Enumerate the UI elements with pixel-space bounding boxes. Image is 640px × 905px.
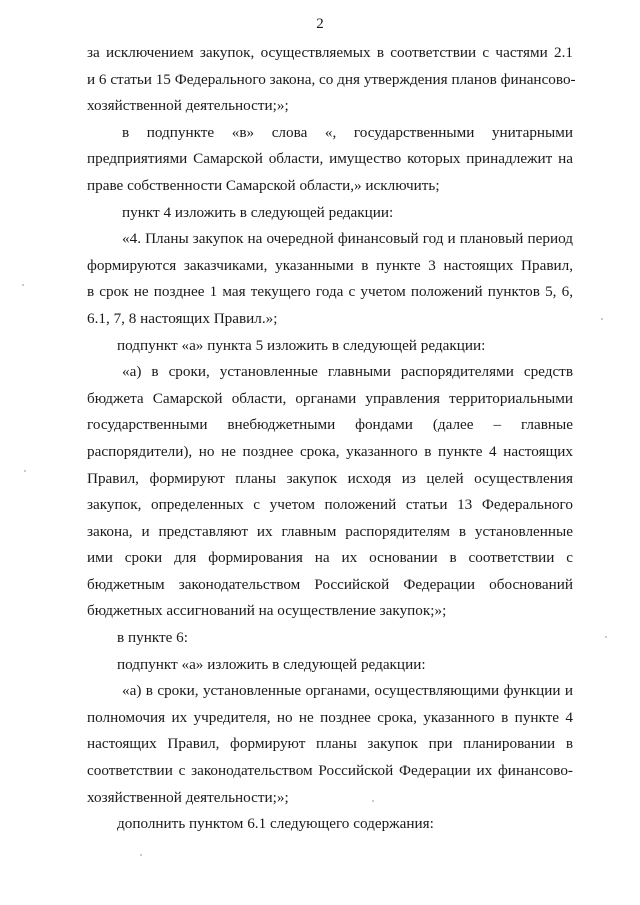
text-line: предприятиями Самарской области, имущество которых принадлежит на xyxy=(87,150,573,168)
text-line: подпункт «а» изложить в следующей редакции: xyxy=(117,655,426,673)
text-line: за исключением закупок, осуществляемых в соответствии с частями 2.1 xyxy=(87,44,573,61)
text-line: подпункт «а» пункта 5 изложить в следующей редакции: xyxy=(117,336,486,354)
text-line: хозяйственной деятельности;»; xyxy=(87,97,289,115)
text-line: хозяйственной деятельности;»; xyxy=(87,788,289,806)
scan-speck xyxy=(372,800,374,802)
text-line: полномочия их учредителя, но не позднее срока, указанного в пункте 4 xyxy=(87,708,573,726)
text-line: бюджетным законодательством Российской Федерации обоснований xyxy=(87,575,573,593)
text-line: закона, и представляют их главным распорядителям в установленные xyxy=(87,522,573,540)
text-line: бюджетных ассигнований на осуществление закупок;»; xyxy=(87,602,447,620)
text-line: распорядители), но не позднее срока, указанного в пункте 4 настоящих xyxy=(87,442,573,460)
scan-speck xyxy=(601,318,603,320)
text-line: «а) в сроки, установленные органами, осуществляющими функции и xyxy=(122,682,573,700)
text-line: в срок не позднее 1 мая текущего года с учетом положений пунктов 5, 6, xyxy=(87,283,573,301)
text-line: государственными внебюджетными фондами (далее – главные xyxy=(87,416,573,434)
text-line: пункт 4 изложить в следующей редакции: xyxy=(122,203,394,221)
scan-speck xyxy=(605,636,607,638)
text-line: и 6 статьи 15 Федерального закона, со дня утверждения планов финансово- xyxy=(87,70,576,88)
text-line: формируются заказчиками, указанными в пункте 3 настоящих Правил, xyxy=(87,256,573,274)
text-line: праве собственности Самарской области,» исключить; xyxy=(87,176,440,194)
scan-speck xyxy=(140,854,142,856)
text-line: закупок, определенных с учетом положений статьи 13 Федерального xyxy=(87,496,573,514)
text-line: Правил, формируют планы закупок исходя из целей осуществления xyxy=(87,469,573,487)
text-line: 6.1, 7, 8 настоящих Правил.»; xyxy=(87,309,278,327)
text-line: в пункте 6: xyxy=(117,629,188,647)
scan-speck xyxy=(22,284,24,286)
document-body xyxy=(87,40,576,838)
text-line: в подпункте «в» слова «, государственными унитарными xyxy=(122,123,573,141)
text-line: дополнить пунктом 6.1 следующего содержания: xyxy=(117,815,434,833)
text-line: ими сроки для формирования на их основании в соответствии с xyxy=(87,549,573,567)
scan-speck xyxy=(24,470,26,472)
text-line: «а) в сроки, установленные главными распорядителями средств xyxy=(122,363,573,381)
page-number: 2 xyxy=(316,16,324,32)
text-line: соответствии с законодательством Российской Федерации их финансово- xyxy=(87,762,573,780)
text-line: бюджета Самарской области, органами управления территориальными xyxy=(87,389,573,407)
text-line: настоящих Правил, формируют планы закупок при планировании в xyxy=(87,735,573,753)
text-line: «4. Планы закупок на очередной финансовый год и плановый период xyxy=(122,230,573,248)
